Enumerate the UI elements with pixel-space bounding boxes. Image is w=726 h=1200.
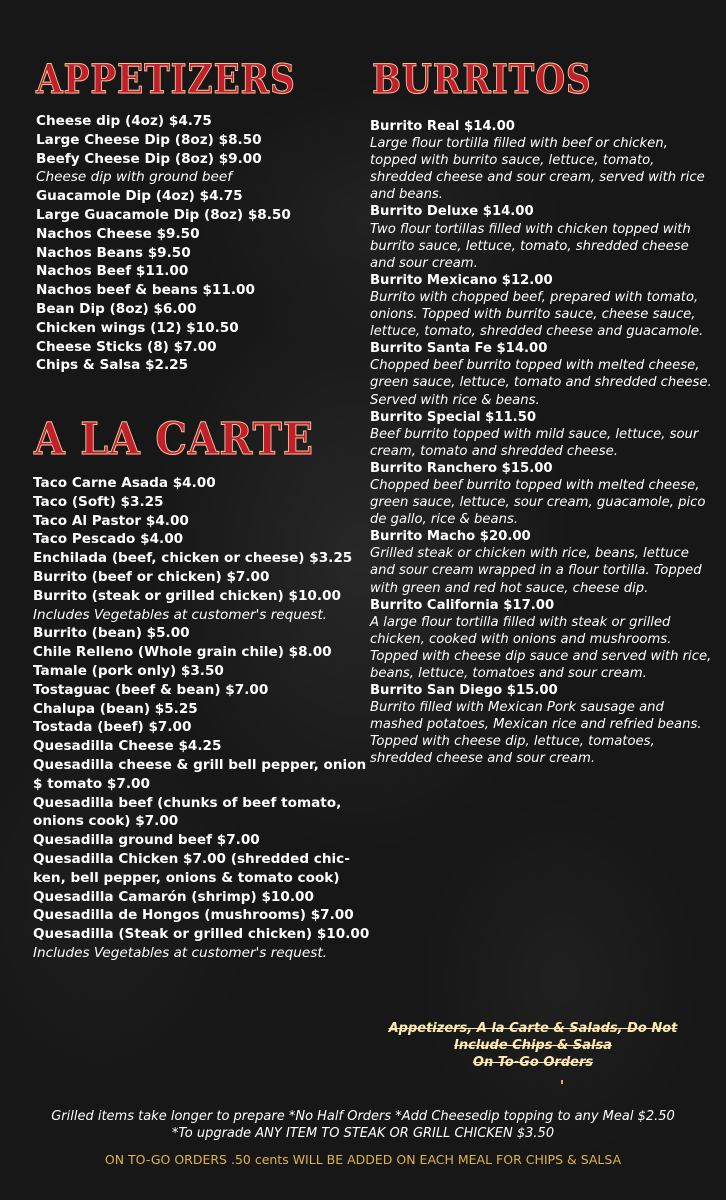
alacarte-item: Burrito (steak or grilled chicken) $10.00	[33, 587, 341, 604]
decorative-mark	[561, 1080, 563, 1084]
alacarte-item: Chalupa (bean) $5.25	[33, 700, 198, 717]
alacarte-item: Taco Pescado $4.00	[33, 531, 184, 548]
alacarte-item: Quesadilla de Hongos (mushrooms) $7.00	[33, 907, 354, 924]
burrito-name: Burrito Mexicano $12.00	[370, 272, 553, 288]
to-go-note	[378, 1020, 688, 1071]
appetizer-item: Nachos Beans $9.50	[36, 244, 191, 261]
burrito-name: Burrito San Diego $15.00	[370, 683, 558, 699]
burrito-name: Burrito California $17.00	[370, 597, 555, 613]
appetizer-item: Nachos beef & beans $11.00	[36, 282, 255, 299]
burrito-description: Two flour tortillas filled with chicken topped with burrito sauce, lettuce, tomato, shredded cheese and sour cream.	[370, 221, 691, 271]
alacarte-item: Tostada (beef) $7.00	[33, 719, 192, 736]
to-go-note-line3: On To-Go Orders	[472, 1055, 594, 1070]
alacarte-item: Quesadilla (Steak or grilled chicken) $10.00	[33, 926, 370, 943]
burrito-name: Burrito Ranchero $15.00	[370, 460, 553, 476]
footer-notes	[0, 1108, 726, 1142]
alacarte-item: Quesadilla Cheese $4.25	[33, 738, 222, 755]
alacarte-item: onions cook) $7.00	[33, 813, 179, 830]
appetizer-item: Chicken wings (12) $10.50	[36, 319, 239, 336]
alacarte-item: Tamale (pork only) $3.50	[33, 662, 224, 679]
alacarte-heading: A LA CARTE	[34, 414, 314, 465]
to-go-note-line2: Include Chips & Salsa	[454, 1038, 612, 1053]
alacarte-item: Quesadilla Camarón (shrimp) $10.00	[33, 888, 314, 905]
appetizer-item: Large Guacamole Dip (8oz) $8.50	[36, 206, 291, 223]
appetizer-item: Nachos Cheese $9.50	[36, 225, 200, 242]
appetizer-item: Chips & Salsa $2.25	[36, 357, 189, 374]
alacarte-item: $ tomato $7.00	[33, 775, 150, 792]
alacarte-item: Taco Carne Asada $4.00	[33, 475, 216, 491]
burrito-description: Beef burrito topped with mild sauce, lettuce, sour cream, tomato and shredded cheese.	[370, 426, 699, 459]
appetizers-list	[36, 112, 291, 375]
burrito-name: Burrito Deluxe $14.00	[370, 204, 534, 220]
burrito-description: Grilled steak or chicken with rice, beans, lettuce and sour cream wrapped in a flour tortilla. Topped with green and red hot sauce, cheese dip.	[370, 546, 702, 596]
footer-line1: Grilled items take longer to prepare *No Half Orders *Add Cheesedip topping to any Meal $2.50	[51, 1109, 675, 1124]
burritos-list	[370, 118, 715, 768]
burrito-description: Burrito filled with Mexican Pork sausage and mashed potatoes, Mexican rice and refried beans. Topped with cheese dip, lettuce, tomatoes, shredded cheese and sour cream.	[370, 700, 702, 767]
burrito-description: A large flour tortilla filled with steak or grilled chicken, cooked with onions and mushrooms. Topped with cheese dip sauce and served with rice, beans, lettuce, tomatoes and sour cream.	[370, 614, 712, 681]
alacarte-item: Quesadilla cheese & grill bell pepper, onion	[33, 756, 367, 773]
appetizers-heading: APPETIZERS	[36, 56, 296, 103]
appetizer-item: Cheese Sticks (8) $7.00	[36, 338, 217, 355]
appetizer-item: Bean Dip (8oz) $6.00	[36, 300, 197, 317]
burrito-name: Burrito Santa Fe $14.00	[370, 341, 548, 357]
appetizer-item: Beefy Cheese Dip (8oz) $9.00	[36, 150, 262, 167]
alacarte-item: Tostaguac (beef & bean) $7.00	[33, 681, 269, 698]
appetizer-item: Cheese dip (4oz) $4.75	[36, 113, 212, 129]
burrito-description: Large flour tortilla filled with beef or chicken, topped with burrito sauce, lettuce, tomato, shredded cheese and sour cream, served with rice and beans.	[370, 136, 705, 203]
alacarte-item: Enchilada (beef, chicken or cheese) $3.25	[33, 550, 353, 567]
alacarte-item: Burrito (beef or chicken) $7.00	[33, 568, 270, 585]
alacarte-list	[33, 474, 369, 963]
alacarte-item: Quesadilla Chicken $7.00 (shredded chic-	[33, 850, 350, 867]
footer-to-go-notice: ON TO-GO ORDERS .50 cents WILL BE ADDED ON EACH MEAL FOR CHIPS & SALSA	[104, 1152, 622, 1167]
burrito-description: Chopped beef burrito topped with melted cheese, green sauce, lettuce, sour cream, guacamole, pico de gallo, rice & beans.	[370, 477, 706, 528]
burritos-heading: BURRITOS	[372, 56, 592, 103]
alacarte-item: Burrito (bean) $5.00	[33, 625, 190, 642]
alacarte-item: Quesadilla beef (chunks of beef tomato,	[33, 794, 342, 811]
burrito-name: Burrito Macho $20.00	[370, 529, 531, 545]
footer-line2: *To upgrade ANY ITEM TO STEAK OR GRILL CHICKEN $3.50	[171, 1126, 555, 1141]
alacarte-item: Includes Vegetables at customer's request.	[33, 606, 328, 623]
alacarte-item: ken, bell pepper, onions & tomato cook)	[33, 869, 340, 886]
alacarte-item: Chile Relleno (Whole grain chile) $8.00	[33, 644, 332, 661]
burrito-description: Chopped beef burrito topped with melted cheese, green sauce, lettuce, tomato and shredded cheese. Served with rice & beans.	[370, 358, 712, 408]
appetizer-item: Guacamole Dip (4oz) $4.75	[36, 188, 243, 205]
alacarte-item: Includes Vegetables at customer's request.	[33, 944, 328, 961]
appetizer-item: Nachos Beef $11.00	[36, 263, 189, 280]
burrito-name: Burrito Real $14.00	[370, 119, 515, 134]
to-go-note-line1: Appetizers, A la Carte & Salads, Do Not	[388, 1021, 678, 1036]
burrito-description: Burrito with chopped beef, prepared with tomato, onions. Topped with burrito sauce, cheese sauce, lettuce, tomato, shredded cheese and guacamole.	[370, 289, 704, 340]
alacarte-item: Quesadilla ground beef $7.00	[33, 832, 260, 849]
appetizer-item: Cheese dip with ground beef	[36, 169, 232, 186]
burrito-name: Burrito Special $11.50	[370, 409, 537, 425]
appetizer-item: Large Cheese Dip (8oz) $8.50	[36, 131, 262, 148]
alacarte-item: Taco Al Pastor $4.00	[33, 512, 189, 529]
alacarte-item: Taco (Soft) $3.25	[33, 493, 164, 510]
